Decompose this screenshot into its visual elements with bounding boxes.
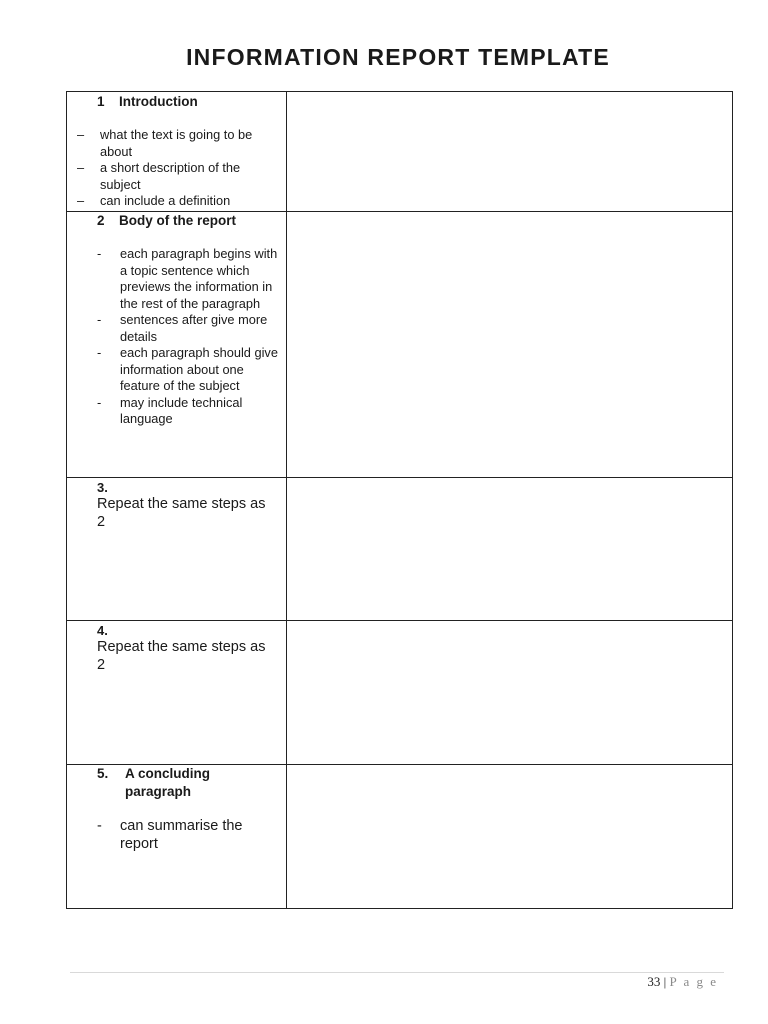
list-item	[67, 246, 286, 312]
bullet-list	[67, 246, 286, 428]
bullet-dash: -	[97, 394, 102, 410]
row-label-cell	[67, 621, 287, 765]
table-row	[67, 621, 733, 765]
bullet-text: can summarise the report	[120, 818, 243, 852]
bullet-dash: -	[97, 818, 102, 834]
report-template-table	[66, 91, 733, 909]
row-answer-cell[interactable]	[287, 621, 733, 765]
bullet-dash: -	[97, 312, 102, 327]
list-item	[67, 312, 286, 345]
bullet-dash: –	[77, 127, 85, 142]
bullet-list	[67, 817, 286, 853]
page-number: 33	[647, 974, 661, 989]
page-footer	[647, 974, 718, 990]
list-item	[67, 395, 286, 428]
bullet-text: sentences after give more details	[120, 312, 268, 344]
list-item	[67, 817, 286, 853]
row-label-cell	[67, 92, 287, 212]
table-row	[67, 92, 733, 212]
row-answer-cell[interactable]	[287, 92, 733, 212]
bullet-dash: –	[77, 193, 85, 208]
row-answer-cell[interactable]	[287, 765, 733, 909]
table-row	[67, 765, 733, 909]
row-label-cell	[67, 212, 287, 478]
list-item	[67, 127, 286, 160]
bullet-text: each paragraph begins with a topic sentence which previews the information in the rest of the paragraph	[120, 246, 278, 311]
row-instruction-text: Repeat the same steps as 2	[97, 639, 266, 673]
row-heading	[67, 212, 286, 230]
row-heading-text: A concluding paragraph	[125, 766, 210, 799]
bullet-text: what the text is going to be about	[100, 127, 253, 159]
row-heading	[67, 765, 286, 801]
row-instruction-text: Repeat the same steps as 2	[97, 496, 266, 530]
row-label-cell	[67, 765, 287, 909]
bullet-text: may include technical language	[120, 394, 243, 426]
row-answer-cell[interactable]	[287, 212, 733, 478]
bullet-list	[67, 127, 286, 210]
page-title: INFORMATION REPORT TEMPLATE	[186, 44, 610, 70]
bullet-text: a short description of the subject	[100, 160, 241, 192]
bullet-text: can include a definition	[100, 193, 231, 208]
bullet-dash: –	[77, 160, 85, 175]
footer-divider	[70, 972, 724, 973]
row-heading	[67, 92, 286, 111]
row-number: 4.	[97, 623, 108, 638]
row-heading-text: Introduction	[119, 94, 198, 109]
row-label-cell	[67, 478, 287, 621]
page-label: P a g e	[669, 974, 718, 989]
bullet-dash: -	[97, 345, 102, 360]
table-row	[67, 212, 733, 478]
page-separator: |	[663, 974, 667, 989]
row-heading-text: Body of the report	[119, 213, 236, 228]
bullet-dash: -	[97, 246, 102, 261]
table-row	[67, 478, 733, 621]
list-item	[67, 160, 286, 193]
bullet-text: each paragraph should give information about one feature of the subject	[120, 345, 278, 393]
row-number: 2	[97, 213, 105, 228]
list-item	[67, 345, 286, 395]
list-item	[67, 193, 286, 210]
row-answer-cell[interactable]	[287, 478, 733, 621]
row-number: 5.	[97, 766, 109, 781]
row-number: 3.	[97, 480, 108, 495]
row-number: 1	[97, 94, 105, 109]
